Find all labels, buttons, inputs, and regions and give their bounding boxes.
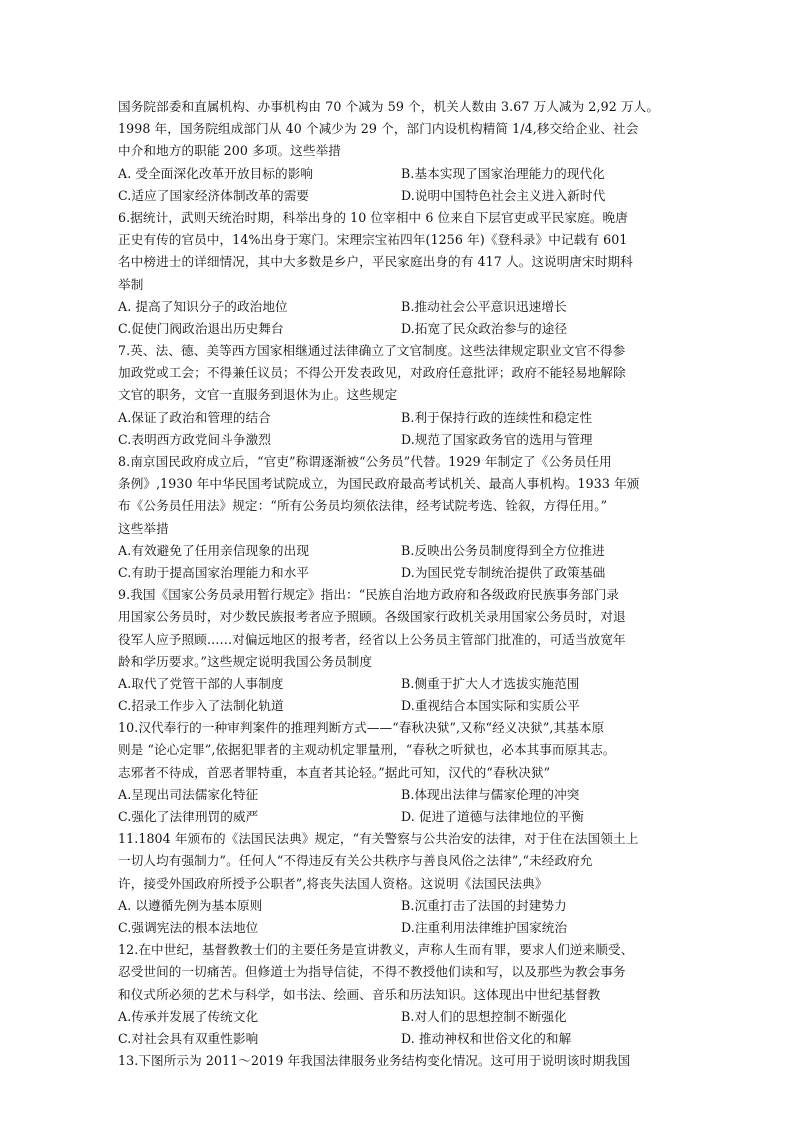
answer-option[interactable]: D.重视结合本国实际和实质公平 [401,698,580,714]
question-7 [118,939,684,1050]
answer-option[interactable]: B.利于保持行政的连续性和稳定性 [401,409,593,425]
answer-option[interactable]: D.拓宽了民众政治参与的途径 [401,320,568,336]
answer-option[interactable]: C.有助于提高国家治理能力和水平 [118,564,310,580]
question-text-line: 10.汉代奉行的一种审判案件的推理判断方式——“春秋决狱”,又称“经义决狱”,其基本原 [118,720,605,736]
question-text-line: 志邪者不待成，首恶者罪特重，本直者其论轻。”据此可知，汉代的“春秋决狱” [118,764,551,780]
question-6 [118,828,684,939]
question-text-line: 用国家公务员时，对少数民族报考者应予照顾。各级国家行政机关录用国家公务员时，对退 [118,609,626,625]
option-row [118,673,684,695]
answer-option[interactable]: B.沉重打击了法国的封建势力 [401,897,567,913]
option-row [118,429,684,451]
answer-option[interactable]: A.传承并发展了传统文化 [118,1008,259,1024]
question-8 [118,1050,684,1072]
answer-option[interactable]: D.规范了国家政务官的选用与管理 [401,431,593,447]
answer-option[interactable]: D.注重利用法律维护国家统治 [401,919,568,935]
question-text-line: 13.下图所示为 2011～2019 年我国法律服务业务结构变化情况。这可用于说明该时期我国 [118,1053,631,1069]
question-text-line: 11.1804 年颁布的《法国民法典》规定，“有关警察与公共治安的法律，对于住在法国领土上 [118,831,639,847]
answer-option[interactable]: D. 推动神权和世俗文化的和解 [401,1030,572,1046]
answer-option[interactable]: B.反映出公务员制度得到全方位推进 [401,542,605,558]
question-text-line: 8.南京国民政府成立后，“官吏”称谓逐渐被“公务员”代替。1929 年制定了《公务员任用 [118,454,612,469]
question-text-line: 举制 [118,276,144,292]
answer-option[interactable]: A.呈现出司法儒家化特征 [118,786,259,802]
answer-option[interactable]: C.表明西方政党间斗争激烈 [118,431,272,447]
answer-option[interactable]: C.促使门阀政治退出历史舞台 [118,320,284,336]
question-2 [118,340,684,451]
question-text-line: 正史有传的官员中，14%出身于寒门。宋理宗宝祐四年(1256 年)《登科录》中记载有 601 [118,232,628,248]
question-3 [118,451,684,584]
option-row [118,185,684,207]
question-text-line: 一切人均有强制力”。任何人“不得违反有关公共秩序与善良风俗之法律”,“未经政府允 [118,853,593,869]
answer-option[interactable]: A.有效避免了任用亲信现象的出现 [118,542,310,558]
answer-option[interactable]: D.说明中国特色社会主义进入新时代 [401,187,606,203]
question-text-line: 7.英、法、德、美等西方国家相继通过法律确立了文官制度。这些法律规定职业文官不得参 [118,343,626,359]
question-text-line: 9.我国《国家公务员录用暂行规定》指出：“民族自治地方政府和各级政府民族事务部门录 [118,587,620,603]
question-text-line: 国务院部委和直属机构、办事机构由 70 个减为 59 个，机关人数由 3.67 万人减为 2,92 万人。 [118,99,660,114]
option-row [118,784,684,806]
answer-option[interactable]: C.对社会具有双重性影响 [118,1030,259,1046]
option-row [118,695,684,717]
option-row [118,917,684,939]
answer-option[interactable]: B.侧重于扩大人才选拔实施范围 [401,675,580,691]
question-text-line: 6.据统计，武则天统治时期，科举出身的 10 位宰相中 6 位来自下层官吏或平民家庭。晚唐 [118,209,628,225]
option-row [118,318,684,340]
question-text-line: 12.在中世纪，基督教教士们的主要任务是宣讲教义，声称人生而有罪，要求人们逆来顺受、 [118,942,634,958]
question-0 [118,96,684,207]
option-row [118,163,684,185]
option-row [118,540,684,562]
answer-option[interactable]: A. 提高了知识分子的政治地位 [118,298,288,314]
question-text-line: 1998 年，国务院组成部门从 40 个减少为 29 个，部门内设机构精简 1/4,移交给企业、社会 [118,121,639,137]
answer-option[interactable]: B.对人们的思想控制不断强化 [401,1008,567,1024]
option-row [118,1006,684,1028]
answer-option[interactable]: A.保证了政治和管理的结合 [118,409,271,425]
question-text-line: 忍受世间的一切痛苦。但修道士为指导信徒，不得不教授他们读和写，以及那些为教会事务 [118,964,626,980]
question-text-line: 则是 “论心定罪”,依据犯罪者的主观动机定罪量刑，“春秋之听狱也，必本其事而原其志。 [118,742,616,758]
question-text-line: 许，接受外国政府所授予公职者”,将丧失法国人资格。这说明《法国民法典》 [118,875,548,891]
answer-option[interactable]: C.强调宪法的根本法地位 [118,919,259,935]
answer-option[interactable]: B.基本实现了国家治理能力的现代化 [401,165,605,181]
option-row [118,562,684,584]
answer-option[interactable]: D.为国民党专制统治提供了政策基础 [401,564,606,580]
option-row [118,806,684,828]
question-text-line: 和仪式所必须的艺术与科学，如书法、绘画、音乐和历法知识。这体现出中世纪基督教 [118,986,601,1002]
question-text-line: 名中榜进士的详细情况，其中大多数是乡户，平民家庭出身的有 417 人。这说明唐宋时期科 [118,254,633,270]
question-text-line: 龄和学历要求。”这些规定说明我国公务员制度 [118,653,373,669]
question-text-line: 这些举措 [118,520,169,536]
exam-page [118,96,684,1072]
answer-option[interactable]: A. 受全面深化改革开放目标的影响 [118,165,314,181]
question-5 [118,717,684,828]
question-1 [118,207,684,340]
question-text-line: 文官的职务，文官一直服务到退休为止。这些规定 [118,387,398,403]
question-text-line: 条例》,1930 年中华民国考试院成立，为国民政府最高考试机关、最高人事机构。1933 年颁 [118,476,640,492]
option-row [118,895,684,917]
answer-option[interactable]: D. 促进了道德与法律地位的平衡 [401,809,584,824]
answer-option[interactable]: A. 以遵循先例为基本原则 [118,897,263,913]
option-row [118,1028,684,1050]
answer-option[interactable]: C.强化了法律刑罚的威严 [118,809,259,824]
question-text-line: 役军人应予照顾……对偏远地区的报考者，经省以上公务员主管部门批准的，可适当放宽年 [118,631,626,647]
question-text-line: 布《公务员任用法》规定：“所有公务员均须依法律，经考试院考选、铨叙，方得任用。” [118,498,608,514]
question-text-line: 中介和地方的职能 200 多项。这些举措 [118,143,341,159]
answer-option[interactable]: B.推动社会公平意识迅速增长 [401,298,567,314]
question-text-line: 加政党或工会；不得兼任议员；不得公开发表政见，对政府任意批评；政府不能轻易地解除 [118,365,626,381]
question-4 [118,584,684,717]
option-row [118,296,684,318]
option-row [118,407,684,429]
answer-option[interactable]: C.适应了国家经济体制改革的需要 [118,187,310,203]
answer-option[interactable]: A.取代了党管干部的人事制度 [118,675,284,691]
answer-option[interactable]: C.招录工作步入了法制化轨道 [118,698,284,714]
answer-option[interactable]: B.体现出法律与儒家伦理的冲突 [401,786,580,802]
